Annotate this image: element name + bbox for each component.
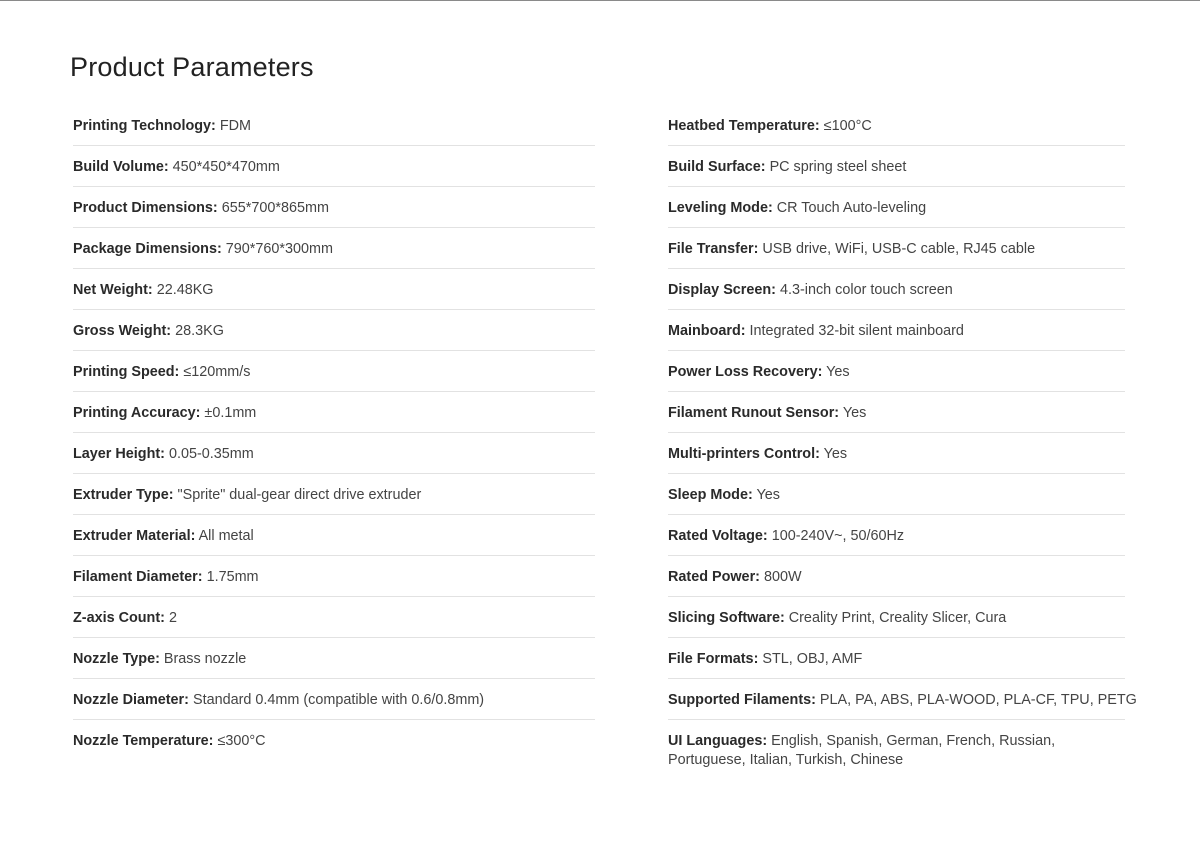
- parameter-value: Brass nozzle: [163, 651, 247, 667]
- parameter-label: Build Surface:: [668, 159, 766, 175]
- parameter-label: Nozzle Temperature:: [73, 733, 214, 749]
- parameter-row: [668, 187, 1125, 228]
- parameter-row: [668, 556, 1125, 597]
- parameter-label: Rated Power:: [668, 569, 760, 585]
- parameter-row: [73, 638, 595, 679]
- parameter-row: [73, 720, 595, 761]
- parameter-label: Leveling Mode:: [668, 200, 773, 216]
- parameter-row: [668, 228, 1125, 269]
- parameter-row: [668, 597, 1125, 638]
- parameter-label: Product Dimensions:: [73, 200, 218, 216]
- page-title: Product Parameters: [70, 52, 314, 82]
- parameter-value: All metal: [198, 528, 254, 544]
- parameter-row: [73, 392, 595, 433]
- parameter-value: Standard 0.4mm (compatible with 0.6/0.8mm): [192, 692, 485, 708]
- parameter-value: 790*760*300mm: [225, 241, 333, 257]
- parameter-row: [73, 556, 595, 597]
- parameter-value: 4.3-inch color touch screen: [779, 282, 953, 298]
- parameter-label: Nozzle Type:: [73, 651, 160, 667]
- parameter-value: 22.48KG: [156, 282, 214, 298]
- parameter-value: PC spring steel sheet: [769, 159, 907, 175]
- parameter-row: [668, 679, 1137, 720]
- parameter-value: ≤300°C: [217, 733, 266, 749]
- parameter-value: Yes: [842, 405, 867, 421]
- parameter-row: [668, 474, 1125, 515]
- parameter-value: Yes: [826, 364, 850, 380]
- parameter-value: 655*700*865mm: [221, 200, 329, 216]
- parameter-row: [668, 392, 1125, 433]
- parameter-label: Display Screen:: [668, 282, 776, 298]
- parameter-value: "Sprite" dual-gear direct drive extruder: [177, 487, 422, 503]
- parameter-row: [73, 187, 595, 228]
- parameter-value: CR Touch Auto-leveling: [776, 200, 927, 216]
- parameter-value: ≤100°C: [823, 118, 872, 134]
- parameter-row: [73, 351, 595, 392]
- parameter-value: PLA, PA, ABS, PLA-WOOD, PLA-CF, TPU, PETG: [819, 692, 1137, 708]
- parameter-row: [73, 597, 595, 638]
- parameter-row: [73, 679, 595, 720]
- parameter-label: Multi-printers Control:: [668, 446, 820, 462]
- parameter-row: [668, 720, 1125, 776]
- parameter-label: Printing Technology:: [73, 118, 216, 134]
- parameter-value: 2: [168, 610, 177, 626]
- parameter-value: Creality Print, Creality Slicer, Cura: [788, 610, 1007, 626]
- parameter-value: 0.05-0.35mm: [168, 446, 254, 462]
- parameter-label: Extruder Material:: [73, 528, 196, 544]
- parameter-label: File Formats:: [668, 651, 759, 667]
- left-parameter-list: [73, 105, 595, 761]
- parameter-label: Net Weight:: [73, 282, 153, 298]
- parameter-row: [668, 515, 1125, 556]
- parameter-value: USB drive, WiFi, USB-C cable, RJ45 cable: [762, 241, 1036, 257]
- parameter-value: 100-240V~, 50/60Hz: [771, 528, 905, 544]
- parameter-label: UI Languages:: [668, 733, 768, 749]
- top-divider: [0, 0, 1200, 1]
- parameter-value: 1.75mm: [206, 569, 259, 585]
- parameter-row: [668, 146, 1125, 187]
- parameter-row: [73, 433, 595, 474]
- parameter-row: [73, 146, 595, 187]
- parameter-label: Nozzle Diameter:: [73, 692, 189, 708]
- parameter-row: [668, 351, 1125, 392]
- parameter-label: Printing Speed:: [73, 364, 180, 380]
- parameter-row: [73, 310, 595, 351]
- parameter-row: [668, 638, 1125, 679]
- parameter-label: Build Volume:: [73, 159, 169, 175]
- parameter-value: Integrated 32-bit silent mainboard: [749, 323, 964, 339]
- parameter-row: [668, 269, 1125, 310]
- parameter-label: Power Loss Recovery:: [668, 364, 823, 380]
- parameter-label: Package Dimensions:: [73, 241, 222, 257]
- parameter-value: ≤120mm/s: [183, 364, 251, 380]
- parameter-row: [668, 433, 1125, 474]
- parameter-label: Printing Accuracy:: [73, 405, 201, 421]
- parameter-label: Z-axis Count:: [73, 610, 165, 626]
- parameter-label: File Transfer:: [668, 241, 759, 257]
- parameter-row: [73, 269, 595, 310]
- parameter-label: Mainboard:: [668, 323, 746, 339]
- parameter-value: 28.3KG: [175, 323, 224, 339]
- parameter-label: Layer Height:: [73, 446, 165, 462]
- parameter-value: Yes: [823, 446, 848, 462]
- parameter-value: 450*450*470mm: [172, 159, 280, 175]
- parameter-label: Gross Weight:: [73, 323, 172, 339]
- parameter-label: Heatbed Temperature:: [668, 118, 820, 134]
- parameter-row: [73, 105, 595, 146]
- parameter-label: Filament Runout Sensor:: [668, 405, 840, 421]
- parameter-label: Filament Diameter:: [73, 569, 203, 585]
- parameter-row: [73, 228, 595, 269]
- parameter-label: Supported Filaments:: [668, 692, 816, 708]
- parameter-row: [668, 310, 1125, 351]
- parameter-label: Rated Voltage:: [668, 528, 768, 544]
- right-parameter-list: [668, 105, 1137, 776]
- parameter-value: English, Spanish, German, French, Russian, Portuguese, Italian, Turkish, Chinese: [668, 733, 1056, 768]
- parameter-value: Yes: [756, 487, 780, 503]
- parameter-label: Slicing Software:: [668, 610, 785, 626]
- parameter-row: [73, 515, 595, 556]
- parameter-label: Sleep Mode:: [668, 487, 753, 503]
- parameter-value: 800W: [763, 569, 802, 585]
- parameter-value: FDM: [219, 118, 252, 134]
- parameter-value: ±0.1mm: [204, 405, 257, 421]
- parameter-row: [668, 105, 1125, 146]
- parameter-row: [73, 474, 595, 515]
- parameter-value: STL, OBJ, AMF: [762, 651, 863, 667]
- parameter-label: Extruder Type:: [73, 487, 174, 503]
